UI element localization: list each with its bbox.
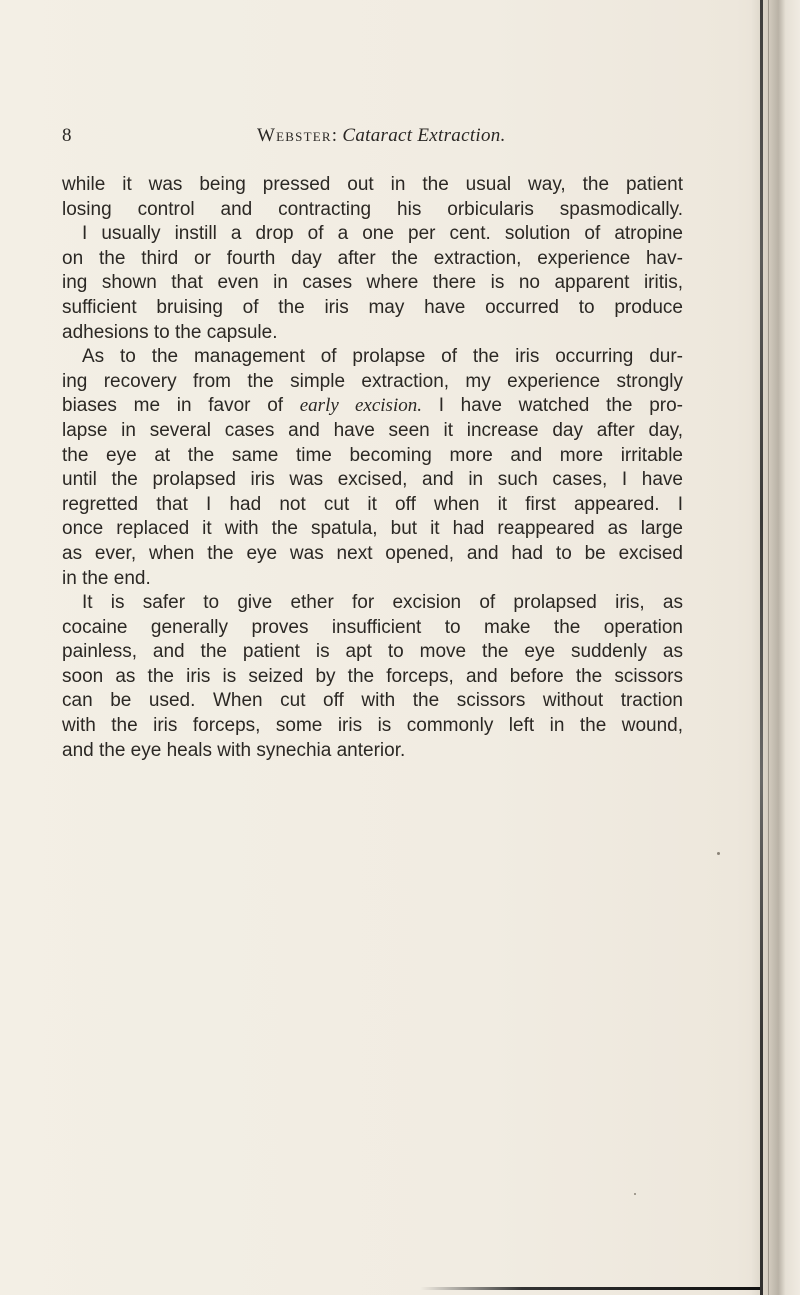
page-bottom-edge [420,1287,760,1290]
page-binding-line [768,0,769,1295]
text-line: adhesions to the capsule. [62,321,278,343]
text-line: can be used. When cut off with the scissors without traction [62,690,683,712]
text-line: sufficient bruising of the iris may have occurred to produce [62,296,683,318]
text-line: painless, and the patient is apt to move the eye suddenly as [62,641,683,663]
running-head-author: Webster [257,125,332,146]
text-line: soon as the iris is seized by the forceps, and before the scissors [62,665,683,687]
running-header [62,124,682,148]
text-segment: I have watched the pro- [421,395,683,417]
text-line: cocaine generally proves insufficient to make the operation [62,616,683,638]
paper-speck [717,852,720,855]
text-line: while it was being pressed out in the usual way, the patient [62,174,683,195]
body-text [62,173,683,763]
text-line: and the eye heals with synechia anterior. [62,739,406,761]
text-line: in the end. [62,567,151,589]
emphasis-text: early excision. [299,395,422,417]
text-line: lapse in several cases and have seen it increase day after day, [62,419,683,441]
running-head-title [257,124,506,148]
text-line: It is safer to give ether for excision of prolapsed iris, as [82,592,683,614]
text-line: regretted that I had not cut it off when it first appeared. I [62,493,683,515]
text-line: I usually instill a drop of a one per cent. solution of atropine [82,223,683,245]
text-line: until the prolapsed iris was excised, and in such cases, I have [62,469,683,491]
running-head-subject: Cataract Extraction. [342,125,506,146]
text-line: with the iris forceps, some iris is commonly left in the wound, [62,715,683,737]
text-line: As to the management of prolapse of the iris occurring dur- [82,346,683,368]
text-segment: biases me in favor of [62,395,300,417]
paper-speck [634,1193,636,1195]
text-line: ing shown that even in cases where there is no apparent iritis, [62,272,683,294]
text-line [62,394,683,419]
text-line: ing recovery from the simple extraction, my experience strongly [62,370,683,392]
running-head-separator: : [331,125,338,146]
text-line: as ever, when the eye was next opened, and had to be excised [62,542,683,564]
text-line: once replaced it with the spatula, but it had reappeared as large [62,518,683,540]
text-line: losing control and contracting his orbicularis spasmodically. [62,198,683,220]
text-line: the eye at the same time becoming more and more irritable [62,444,683,466]
text-line: on the third or fourth day after the extraction, experience hav- [62,247,683,269]
page-binding-shadow [760,0,763,1295]
page-number: 8 [62,125,72,146]
